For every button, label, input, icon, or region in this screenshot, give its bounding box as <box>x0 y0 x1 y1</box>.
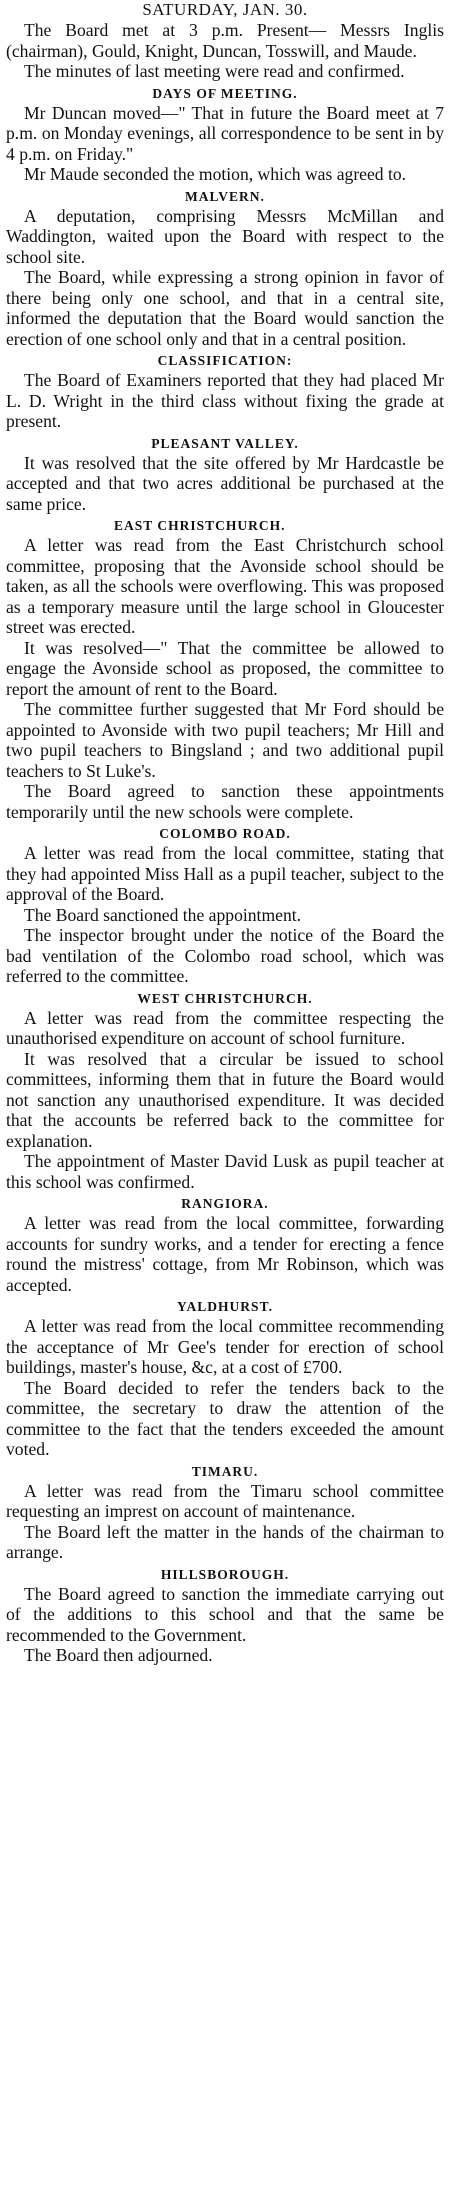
section-paragraph: It was resolved that a circular be issued to school committees, informing them that in future the Board would not sanction any unauthorised expenditure. It was decided that the accounts be referred back to the committee for explanation. <box>6 1048 444 1151</box>
section-paragraph: It was resolved that the site offered by Mr Hardcastle be accepted and that two acres additional be purchased at the same price. <box>6 452 444 514</box>
section-pleasant-valley <box>6 434 444 515</box>
section-heading: WEST CHRISTCHURCH. <box>137 990 313 1006</box>
section-paragraph: It was resolved—" That the committee be allowed to engage the Avonside school as proposed, the committee to report the amount of rent to the Board. <box>6 637 444 699</box>
section-heading: DAYS OF MEETING. <box>152 85 298 101</box>
section-paragraph: A letter was read from the committee respecting the unauthorised expenditure on account of school furniture. <box>6 1007 444 1048</box>
section-heading: PLEASANT VALLEY. <box>151 435 299 451</box>
intro-paragraph: The minutes of last meeting were read and confirmed. <box>24 61 405 81</box>
section-heading: EAST CHRISTCHURCH. <box>114 518 286 533</box>
section-hillsborough <box>6 1565 444 1666</box>
section-heading: RANGIORA. <box>181 1196 269 1211</box>
section-west-christchurch <box>6 989 444 1193</box>
section-paragraph: Mr Duncan moved—" That in future the Board meet at 7 p.m. on Monday evenings, all correspondence to be sent in by 4 p.m. on Friday." <box>6 102 444 164</box>
section-paragraph: A letter was read from the local committee, forwarding accounts for sundry works, and a tender for erecting a fence round the mistress' cottage, from Mr Robinson, which was accepted. <box>6 1213 444 1295</box>
dateline: SATURDAY, JAN. 30. <box>142 0 308 19</box>
section-colombo-road <box>6 824 444 987</box>
section-paragraph: The Board sanctioned the appointment. <box>24 904 302 925</box>
section-timaru <box>6 1462 444 1563</box>
section-heading: YALDHURST. <box>177 1299 273 1314</box>
section-rangiora <box>6 1194 444 1295</box>
section-days-of-meeting <box>6 84 444 185</box>
section-paragraph: The inspector brought under the notice of the Board the bad ventilation of the Colombo road school, which was referred to the committee. <box>6 925 444 986</box>
section-paragraph: A deputation, comprising Messrs McMillan and Waddington, waited upon the Board with respect to the school site. <box>6 205 444 267</box>
section-paragraph: The Board of Examiners reported that they had placed Mr L. D. Wright in the third class without fixing the grade at present. <box>6 370 444 431</box>
section-heading: HILLSBOROUGH. <box>160 1566 290 1582</box>
section-paragraph: The committee further suggested that Mr Ford should be appointed to Avonside with two pupil teachers; Mr Hill and two pupil teachers to Bingsland ; and two additional pupil teachers to St Luke's. <box>6 699 444 781</box>
section-malvern <box>6 187 444 350</box>
section-paragraph: The Board, while expressing a strong opinion in favor of there being only one school, and that in a central site, informed the deputation that the Board would sanction the erection of one school only and that in a central position. <box>6 267 444 349</box>
section-heading: TIMARU. <box>191 1463 259 1479</box>
section-paragraph: The appointment of Master David Lusk as pupil teacher at this school was confirmed. <box>6 1151 444 1192</box>
section-paragraph: Mr Maude seconded the motion, which was agreed to. <box>24 164 407 184</box>
section-yaldhurst <box>6 1297 444 1460</box>
section-classification <box>6 351 444 432</box>
section-paragraph: A letter was read from the East Christchurch school committee, proposing that the Avonside school should be taken, as all the schools were overflowing. This was proposed as a temporary measure until the large school in Gloucester street was erected. <box>6 535 444 637</box>
section-heading: MALVERN. <box>185 188 265 204</box>
section-heading: CLASSIFICATION: <box>157 353 293 368</box>
section-paragraph: A letter was read from the local committee, stating that they had appointed Miss Hall as a pupil teacher, subject to the approval of the Board. <box>6 843 444 904</box>
intro-paragraph: The Board met at 3 p.m. Present— Messrs Inglis (chairman), Gould, Knight, Duncan, Tosswill, and Maude. <box>6 20 444 61</box>
section-heading: COLOMBO ROAD. <box>159 826 291 841</box>
section-east-christchurch <box>6 516 444 822</box>
section-paragraph: A letter was read from the local committee recommending the acceptance of Mr Gee's tender for erection of school buildings, master's house, &c, at a cost of £700. <box>6 1316 444 1377</box>
section-paragraph: The Board decided to refer the tenders back to the committee, the secretary to draw the attention of the committee to the fact that the tenders exceeded the amount voted. <box>6 1377 444 1459</box>
section-paragraph: The Board agreed to sanction the immediate carrying out of the additions to this school and that the same be recommended to the Government. <box>6 1583 444 1645</box>
section-paragraph: The Board left the matter in the hands of the chairman to arrange. <box>6 1521 444 1562</box>
section-paragraph: The Board agreed to sanction these appointments temporarily until the new schools were complete. <box>6 781 444 822</box>
section-paragraph: The Board then adjourned. <box>24 1645 213 1665</box>
section-paragraph: A letter was read from the Timaru school committee requesting an imprest on account of maintenance. <box>6 1480 444 1521</box>
